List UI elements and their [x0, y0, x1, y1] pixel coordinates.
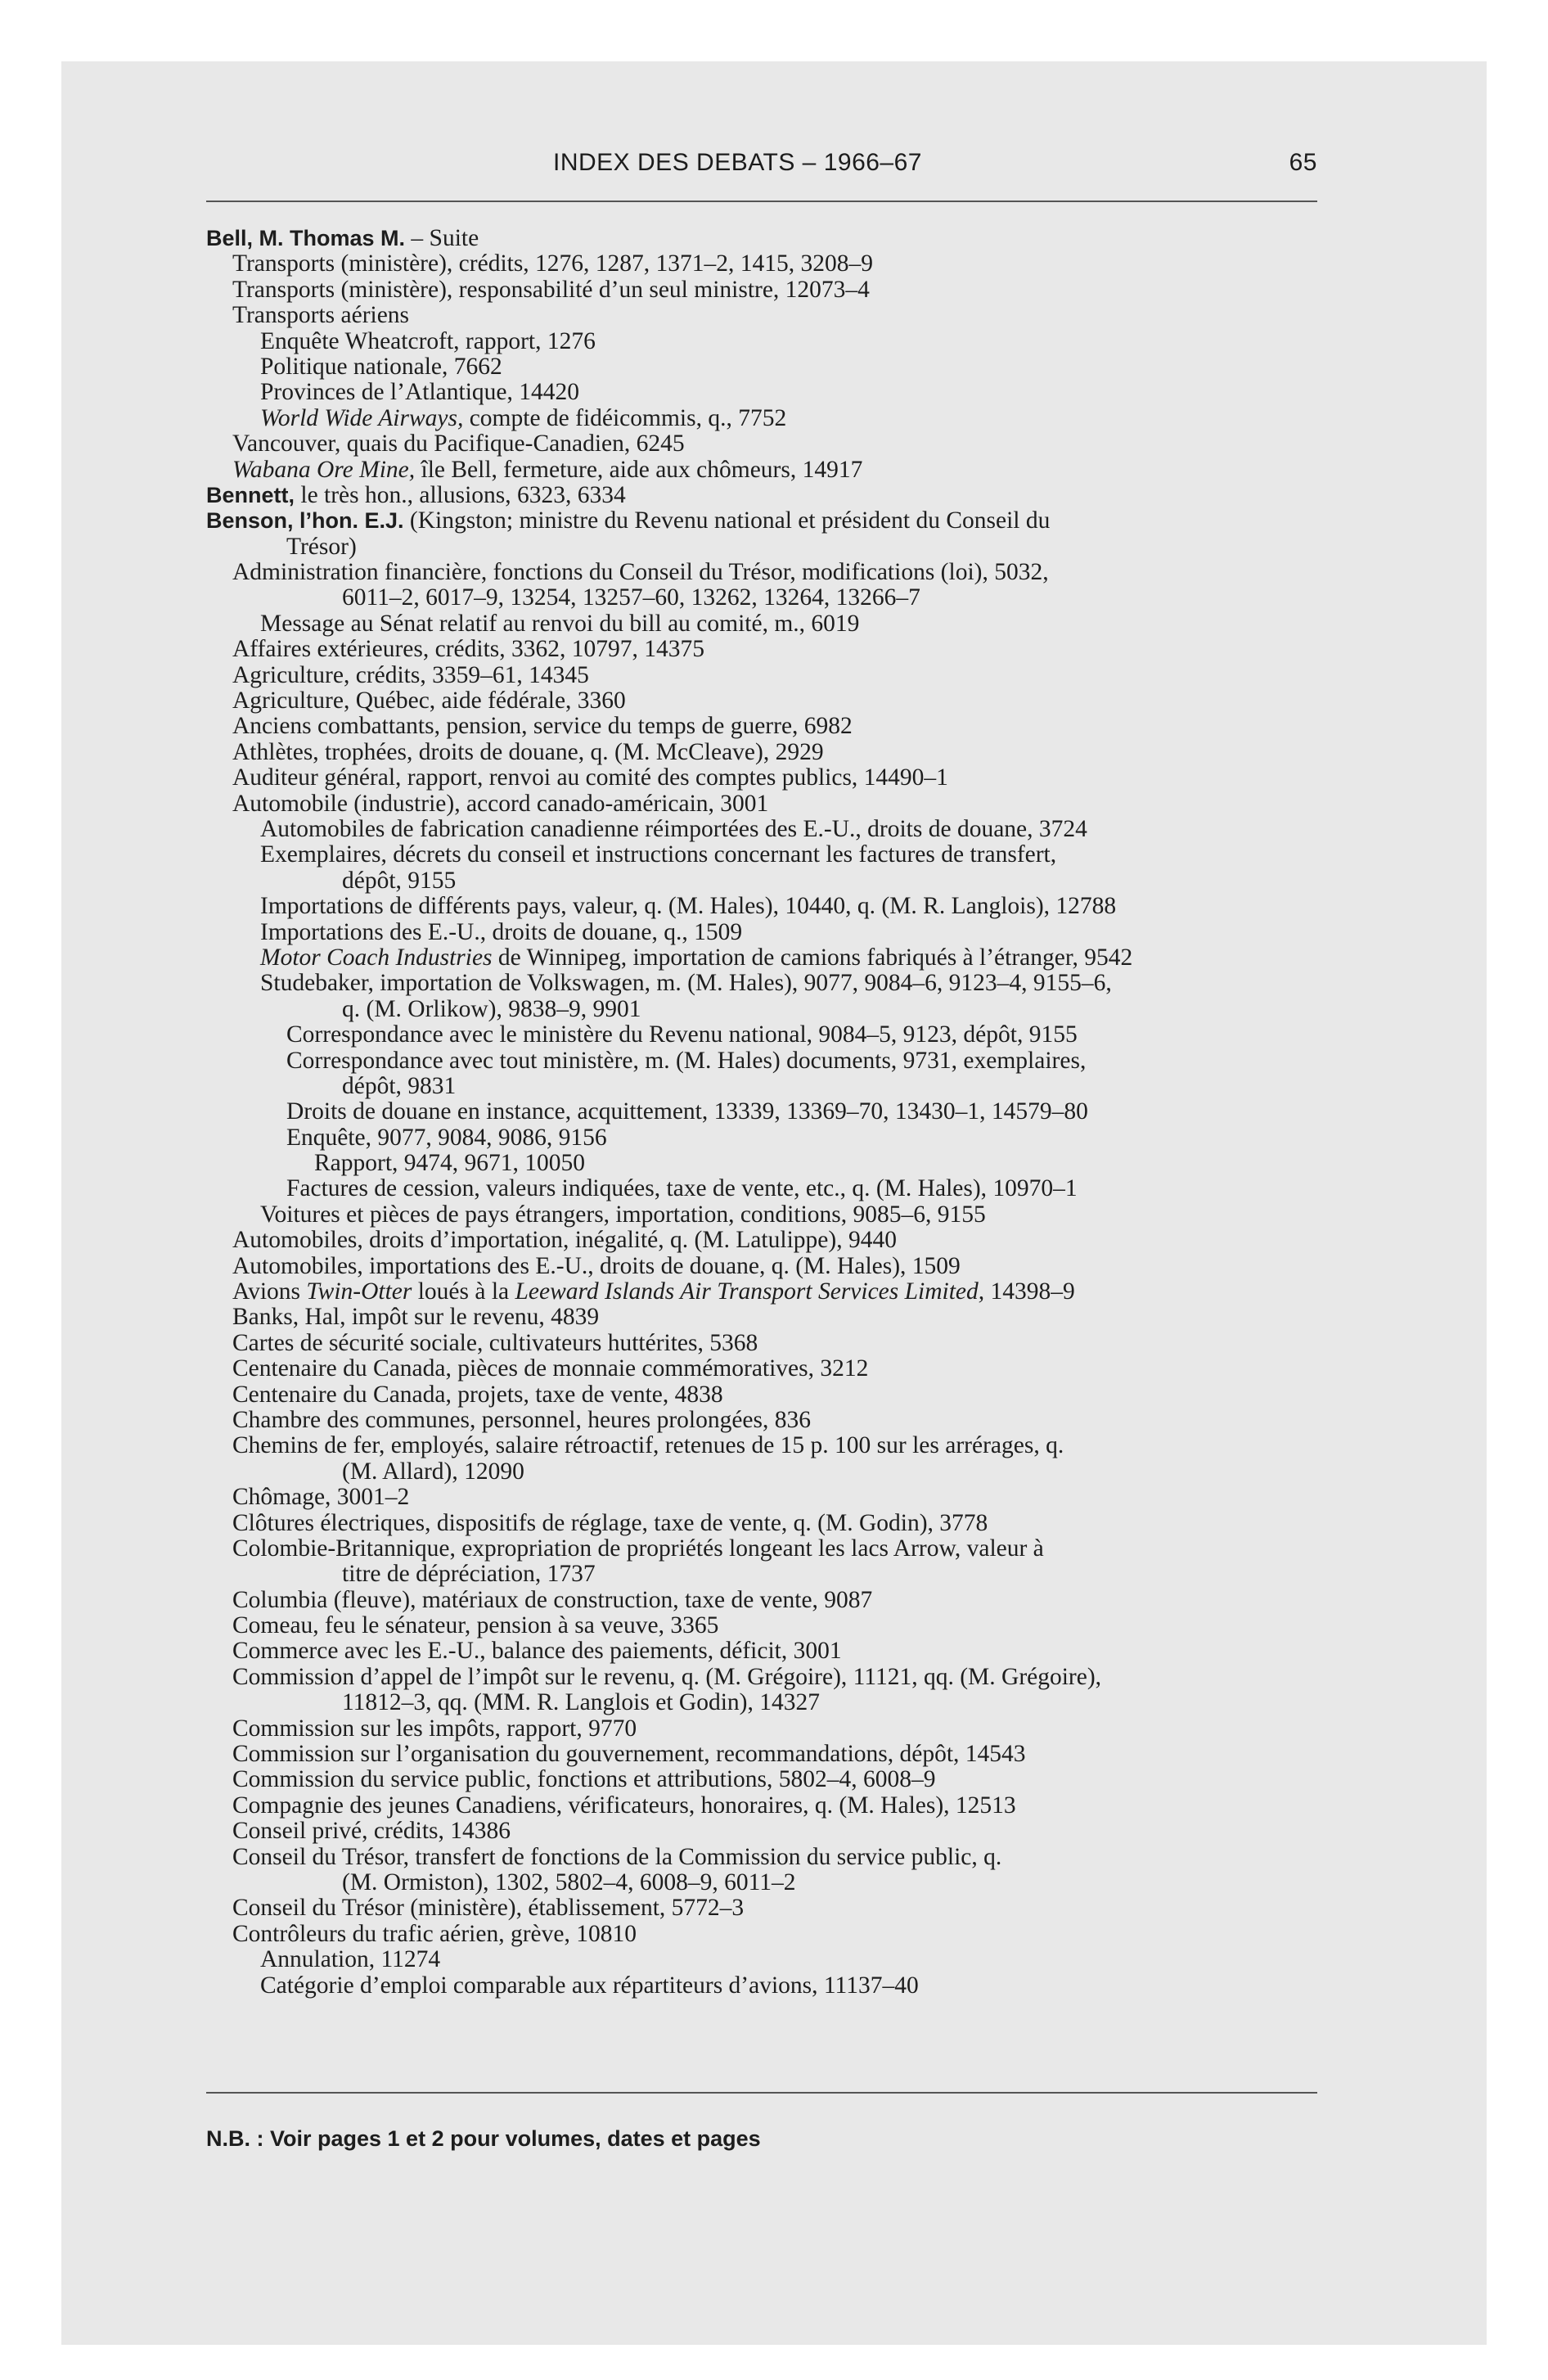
- entry-text: Chambre des communes, personnel, heures prolongées, 836: [232, 1406, 812, 1433]
- index-entry: [206, 842, 1352, 868]
- index-entry: [206, 1151, 1352, 1176]
- entry-text: Provinces de l’Atlantique, 14420: [260, 379, 579, 406]
- index-entry: [206, 1895, 1352, 1921]
- entry-text: Automobiles, droits d’importation, inégalité, q. (M. Latulippe), 9440: [232, 1227, 897, 1254]
- entry-text: Centenaire du Canada, pièces de monnaie commémoratives, 3212: [232, 1355, 869, 1382]
- index-heading: [206, 508, 1352, 534]
- index-entry: [206, 945, 1352, 971]
- entry-text: Colombie-Britannique, expropriation de propriétés longeant les lacs Arrow, valeur à: [232, 1535, 1044, 1562]
- entry-text: Compagnie des jeunes Canadiens, vérificateurs, honoraires, q. (M. Hales), 12513: [232, 1792, 1016, 1819]
- entry-text: Droits de douane en instance, acquittement, 13339, 13369–70, 13430–1, 14579–80: [286, 1098, 1088, 1125]
- index-entry: [206, 1459, 1352, 1485]
- index-entry: [206, 688, 1352, 714]
- index-entry: [206, 1176, 1352, 1201]
- index-entry: [206, 765, 1352, 791]
- index-entry: [206, 611, 1352, 637]
- entry-text: Affaires extérieures, crédits, 3362, 10797, 14375: [232, 636, 705, 663]
- index-entry: [206, 277, 1352, 303]
- entry-italic: World Wide Airways,: [260, 404, 464, 431]
- entry-text: Correspondance avec tout ministère, m. (M. Hales) documents, 9731, exemplaires,: [286, 1047, 1087, 1074]
- page-header: [206, 146, 1317, 185]
- entry-text: Contrôleurs du trafic aérien, grève, 10810: [232, 1920, 637, 1947]
- index-entry: [206, 560, 1352, 585]
- index-entry: [206, 920, 1352, 945]
- entry-text: Automobile (industrie), accord canado-américain, 3001: [232, 790, 769, 817]
- entry-text: Banks, Hal, impôt sur le revenu, 4839: [232, 1304, 600, 1331]
- entry-name: Benson, l’hon. E.J.: [206, 508, 404, 534]
- index-entry: [206, 1382, 1352, 1408]
- entry-text: Automobiles, importations des E.-U., droits de douane, q. (M. Hales), 1509: [232, 1252, 961, 1279]
- entry-text: Annulation, 11274: [260, 1946, 441, 1973]
- entry-text: q. (M. Orlikow), 9838–9, 9901: [342, 995, 641, 1022]
- index-entry: [206, 894, 1352, 919]
- entry-text: île Bell, fermeture, aide aux chômeurs, 14917: [415, 456, 863, 483]
- entry-text: Transports (ministère), crédits, 1276, 1287, 1371–2, 1415, 3208–9: [232, 250, 874, 277]
- index-entry: [206, 406, 1352, 431]
- entry-text: Commerce avec les E.-U., balance des paiements, déficit, 3001: [232, 1638, 842, 1665]
- index-entry: [206, 1922, 1352, 1947]
- index-entry: [206, 1433, 1352, 1458]
- entry-text: Comeau, feu le sénateur, pension à sa veuve, 3365: [232, 1612, 719, 1639]
- index-entry: [206, 1305, 1352, 1330]
- index-entry: [206, 303, 1352, 328]
- entry-italic: Leeward Islands Air Transport Services Limited,: [515, 1278, 985, 1305]
- entry-name: Bennett,: [206, 482, 295, 507]
- index-entry: [206, 1202, 1352, 1228]
- entry-text: Commission d’appel de l’impôt sur le revenu, q. (M. Grégoire), 11121, qq. (M. Grégoire),: [232, 1663, 1102, 1690]
- entry-text: Columbia (fleuve), matériaux de construction, taxe de vente, 9087: [232, 1586, 873, 1613]
- entry-italic: Twin-Otter: [306, 1278, 412, 1305]
- entry-text: titre de dépréciation, 1737: [342, 1561, 596, 1588]
- index-entry: [206, 1613, 1352, 1639]
- entry-name: Bell, M. Thomas M.: [206, 226, 406, 250]
- entry-text: Centenaire du Canada, projets, taxe de vente, 4838: [232, 1381, 723, 1408]
- index-heading: [206, 483, 1352, 508]
- index-entry: [206, 663, 1352, 688]
- entry-text: de Winnipeg, importation de camions fabriqués à l’étranger, 9542: [492, 944, 1133, 971]
- entry-text: Factures de cession, valeurs indiquées, taxe de vente, etc., q. (M. Hales), 10970–1: [286, 1175, 1078, 1202]
- entry-italic: Wabana Ore Mine,: [232, 456, 416, 483]
- index-entry: [206, 1511, 1352, 1536]
- index-entry: [206, 637, 1352, 662]
- index-entry: [206, 1562, 1352, 1587]
- entry-text: Agriculture, crédits, 3359–61, 14345: [232, 661, 589, 688]
- entry-text: Chômage, 3001–2: [232, 1484, 410, 1511]
- index-entry: [206, 1485, 1352, 1510]
- index-entry: [206, 1331, 1352, 1356]
- index-entry: [206, 1125, 1352, 1151]
- entry-text: (Kingston; ministre du Revenu national et président du Conseil du: [403, 507, 1051, 534]
- index-entry: [206, 329, 1352, 354]
- index-entry: [206, 1870, 1352, 1895]
- entry-text: Athlètes, trophées, droits de douane, q. (M. McCleave), 2929: [232, 738, 824, 765]
- index-entry: [206, 1947, 1352, 1972]
- header-title: INDEX DES DEBATS – 1966–67: [553, 149, 922, 176]
- entry-text: dépôt, 9155: [342, 867, 457, 894]
- entry-text: le très hon., allusions, 6323, 6334: [295, 481, 626, 508]
- index-entry: [206, 1767, 1352, 1792]
- footer-rule: [206, 2092, 1317, 2094]
- header-rule: [206, 201, 1317, 202]
- entry-text: Anciens combattants, pension, service du temps de guerre, 6982: [232, 713, 853, 740]
- entry-text: (M. Allard), 12090: [342, 1458, 524, 1485]
- entry-text: Studebaker, importation de Volkswagen, m. (M. Hales), 9077, 9084–6, 9123–4, 9155–6,: [260, 970, 1112, 997]
- index-entry: [206, 1793, 1352, 1819]
- entry-text: Transports aériens: [232, 302, 410, 329]
- index-entry: [206, 1819, 1352, 1844]
- index-entry: [206, 431, 1352, 457]
- index-entry: [206, 1228, 1352, 1253]
- entry-text: Message au Sénat relatif au renvoi du bill au comité, m., 6019: [260, 610, 860, 637]
- entry-text: Conseil privé, crédits, 14386: [232, 1818, 511, 1845]
- index-entry: [206, 1716, 1352, 1742]
- index-entry: [206, 1074, 1352, 1099]
- index-entry: [206, 971, 1352, 996]
- index-heading: [206, 226, 1352, 251]
- index-entries: [206, 226, 1352, 1999]
- index-entry: [206, 251, 1352, 277]
- entry-text: Trésor): [286, 533, 357, 560]
- entry-text: Vancouver, quais du Pacifique-Canadien, 6245: [232, 430, 685, 458]
- entry-text: Exemplaires, décrets du conseil et instructions concernant les factures de transfert,: [260, 841, 1057, 868]
- index-entry: [206, 1254, 1352, 1279]
- entry-text: Automobiles de fabrication canadienne réimportées des E.-U., droits de douane, 3724: [260, 815, 1087, 842]
- entry-text: Conseil du Trésor, transfert de fonctions de la Commission du service public, q.: [232, 1843, 1002, 1870]
- entry-text: Politique nationale, 7662: [260, 353, 502, 380]
- entry-text: Enquête Wheatcroft, rapport, 1276: [260, 327, 596, 354]
- index-entry: [206, 714, 1352, 739]
- entry-text: Commission sur les impôts, rapport, 9770: [232, 1715, 637, 1742]
- entry-text: 14398–9: [984, 1278, 1075, 1305]
- entry-text: 6011–2, 6017–9, 13254, 13257–60, 13262, 13264, 13266–7: [342, 584, 920, 611]
- index-entry: [206, 1048, 1352, 1074]
- entry-text: Commission du service public, fonctions et attributions, 5802–4, 6008–9: [232, 1766, 936, 1793]
- entry-text: Commission sur l’organisation du gouvernement, recommandations, dépôt, 14543: [232, 1741, 1026, 1768]
- index-entry: [206, 1973, 1352, 1999]
- index-entry: [206, 534, 1352, 560]
- entry-text: Rapport, 9474, 9671, 10050: [314, 1150, 586, 1177]
- entry-text: Importations des E.-U., droits de douane, q., 1509: [260, 918, 743, 945]
- entry-text: Transports (ministère), responsabilité d’un seul ministre, 12073–4: [232, 276, 870, 303]
- entry-text: Conseil du Trésor (ministère), établissement, 5772–3: [232, 1895, 745, 1922]
- entry-text: – Suite: [405, 225, 479, 251]
- entry-text: 11812–3, qq. (MM. R. Langlois et Godin), 14327: [342, 1689, 820, 1716]
- index-entry: [206, 1588, 1352, 1613]
- index-entry: [206, 1408, 1352, 1433]
- index-entry: [206, 1356, 1352, 1382]
- index-entry: [206, 458, 1352, 483]
- entry-text: dépôt, 9831: [342, 1072, 457, 1099]
- entry-text: loués à la: [412, 1278, 515, 1305]
- index-entry: [206, 380, 1352, 405]
- index-entry: [206, 740, 1352, 765]
- page-number: 65: [1289, 149, 1317, 176]
- index-entry: [206, 585, 1352, 611]
- entry-text: Auditeur général, rapport, renvoi au comité des comptes publics, 14490–1: [232, 764, 948, 791]
- index-entry: [206, 791, 1352, 817]
- index-entry: [206, 1022, 1352, 1048]
- index-entry: [206, 1742, 1352, 1767]
- entry-text: Clôtures électriques, dispositifs de réglage, taxe de vente, q. (M. Godin), 3778: [232, 1509, 988, 1536]
- index-entry: [206, 1690, 1352, 1715]
- entry-text: Voitures et pièces de pays étrangers, importation, conditions, 9085–6, 9155: [260, 1201, 986, 1228]
- index-entry: [206, 997, 1352, 1022]
- entry-text: Agriculture, Québec, aide fédérale, 3360: [232, 687, 626, 714]
- entry-text: Correspondance avec le ministère du Revenu national, 9084–5, 9123, dépôt, 9155: [286, 1021, 1078, 1048]
- index-entry: [206, 1665, 1352, 1690]
- index-entry: [206, 354, 1352, 380]
- index-entry: [206, 1639, 1352, 1664]
- index-entry: [206, 1845, 1352, 1870]
- index-entry: [206, 1099, 1352, 1125]
- entry-italic: Motor Coach Industries: [260, 944, 493, 971]
- index-entry: [206, 817, 1352, 842]
- footnote: N.B. : Voir pages 1 et 2 pour volumes, dates et pages: [206, 2126, 761, 2151]
- entry-text: Chemins de fer, employés, salaire rétroactif, retenues de 15 p. 100 sur les arrérages, q.: [232, 1432, 1064, 1459]
- entry-text: Cartes de sécurité sociale, cultivateurs huttérites, 5368: [232, 1329, 758, 1356]
- index-entry: [206, 1279, 1352, 1305]
- index-entry: [206, 1536, 1352, 1562]
- index-entry: [206, 868, 1352, 894]
- entry-text: Administration financière, fonctions du Conseil du Trésor, modifications (loi), 5032,: [232, 559, 1049, 586]
- entry-text: Catégorie d’emploi comparable aux répartiteurs d’avions, 11137–40: [260, 1972, 919, 1999]
- entry-text: Enquête, 9077, 9084, 9086, 9156: [286, 1124, 607, 1151]
- entry-text: compte de fidéicommis, q., 7752: [463, 404, 787, 431]
- entry-text: (M. Ormiston), 1302, 5802–4, 6008–9, 6011–2: [342, 1869, 796, 1895]
- entry-text: Avions: [232, 1278, 307, 1305]
- entry-text: Importations de différents pays, valeur, q. (M. Hales), 10440, q. (M. R. Langlois), 12788: [260, 893, 1117, 920]
